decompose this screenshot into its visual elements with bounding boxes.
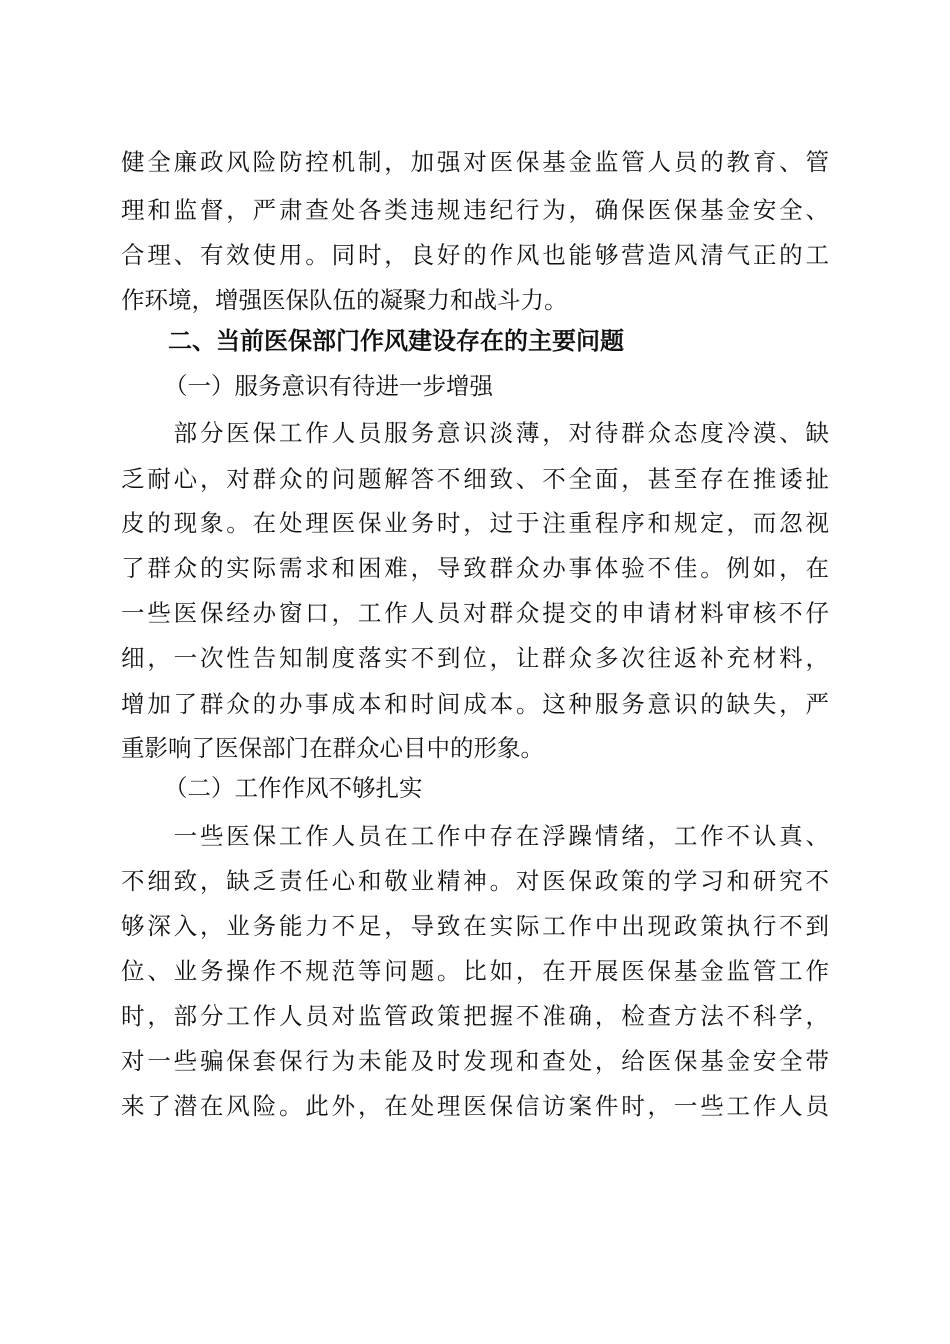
subsection-title: （二）工作作风不够扎实 <box>164 774 423 802</box>
paragraph-line: 皮的现象。在处理医保业务时，过于注重程序和规定，而忽视 <box>121 509 829 537</box>
paragraph-line: 理和监督，严肃查处各类违规违纪行为，确保医保基金安全、 <box>121 196 829 224</box>
subsection-title: （一）服务意识有待进一步增强 <box>164 372 493 400</box>
paragraph-line: 重影响了医保部门在群众心目中的形象。 <box>121 734 544 762</box>
paragraph-line: 合理、有效使用。同时，良好的作风也能够营造风清气正的工 <box>121 241 829 269</box>
paragraph-line: 细，一次性告知制度落实不到位，让群众多次往返补充材料， <box>121 644 829 672</box>
paragraph-line: 位、业务操作不规范等问题。比如，在开展医保基金监管工作 <box>121 957 829 985</box>
section-heading: 二、当前医保部门作风建设存在的主要问题 <box>168 327 624 355</box>
paragraph-line: 一些医保工作人员在工作中存在浮躁情绪，工作不认真、 <box>121 822 829 850</box>
paragraph-line: 健全廉政风险防控机制，加强对医保基金监管人员的教育、管 <box>121 148 829 176</box>
paragraph-line: 作环境，增强医保队伍的凝聚力和战斗力。 <box>121 286 568 314</box>
paragraph-line: 部分医保工作人员服务意识淡薄，对待群众态度冷漠、缺 <box>121 419 829 447</box>
paragraph-line: 不细致，缺乏责任心和敬业精神。对医保政策的学习和研究不 <box>121 867 829 895</box>
paragraph-line: 乏耐心，对群众的问题解答不细致、不全面，甚至存在推诿扯 <box>121 465 829 493</box>
paragraph-line: 对一些骗保套保行为未能及时发现和查处，给医保基金安全带 <box>121 1047 829 1075</box>
paragraph-line: 增加了群众的办事成本和时间成本。这种服务意识的缺失，严 <box>121 690 829 718</box>
paragraph-line: 时，部分工作人员对监管政策把握不准确，检查方法不科学， <box>121 1002 829 1030</box>
paragraph-line: 够深入，业务能力不足，导致在实际工作中出现政策执行不到 <box>121 912 829 940</box>
paragraph-line: 了群众的实际需求和困难，导致群众办事体验不佳。例如，在 <box>121 554 829 582</box>
paragraph-line: 一些医保经办窗口，工作人员对群众提交的申请材料审核不仔 <box>121 599 829 627</box>
paragraph-line: 来了潜在风险。此外，在处理医保信访案件时，一些工作人员 <box>121 1092 829 1120</box>
